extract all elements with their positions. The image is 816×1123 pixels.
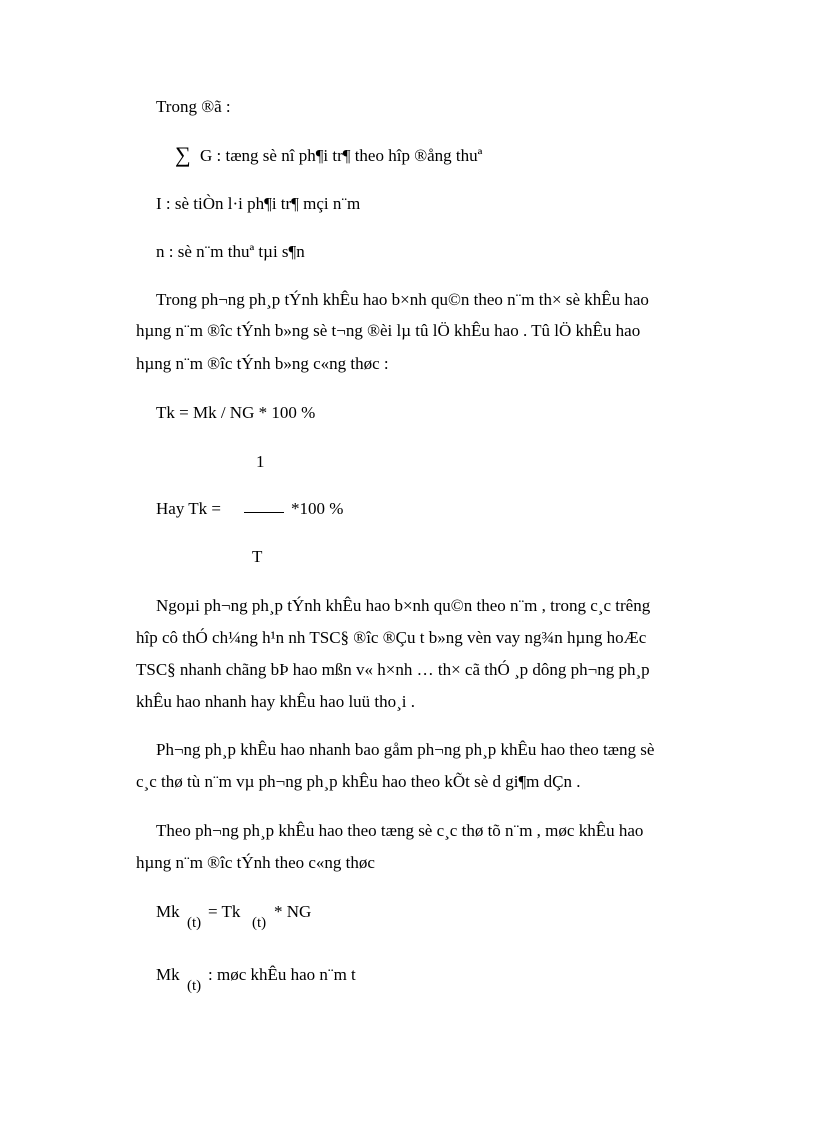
subscript-t-1: (t) xyxy=(187,915,202,931)
paragraph-2-line-3: TSC§ nhanh chãng bÞ hao mßn v« h×nh … th× cã thÓ ¸p dông ph¬ng ph¸p xyxy=(136,660,650,679)
fraction-bar xyxy=(244,512,284,513)
paragraph-2-line-4: khÊu hao nhanh hay khÊu hao luü tho¸i . xyxy=(136,692,416,711)
formula-hay-tk-rhs: *100 % xyxy=(291,499,344,518)
paragraph-4-line-2: hµng n¨m ®îc tÝnh theo c«ng thøc xyxy=(136,853,375,872)
paragraph-2-line-1: Ngoµi ph¬ng ph¸p tÝnh khÊu hao b×nh qu©n theo n¨m , trong c¸c trêng xyxy=(156,596,651,615)
paragraph-4-line-1: Theo ph¬ng ph¸p khÊu hao theo tæng sè c¸c thø tõ n¨m , møc khÊu hao xyxy=(156,821,644,840)
paragraph-1-line-3: hµng n¨m ®îc tÝnh b»ng c«ng thøc : xyxy=(136,354,389,373)
formula-mk-t: Mk xyxy=(156,902,180,921)
formula-hay-tk-lhs: Hay Tk = xyxy=(156,499,221,518)
paragraph-1-line-1: Trong ph¬ng ph¸p tÝnh khÊu hao b×nh qu©n theo n¨m th× sè khÊu hao xyxy=(156,290,649,309)
formula-mk-t-ng: * NG xyxy=(274,902,312,921)
paragraph-2-line-2: hîp cô thÓ ch¼ng h¹n nh TSC§ ®îc ®Çu t b»ng vèn vay ng¾n hµng hoÆc xyxy=(136,628,647,647)
fraction-numerator: 1 xyxy=(256,452,265,471)
definition-i: I : sè tiÒn l·i ph¶i tr¶ mçi n¨m xyxy=(156,194,361,213)
sigma-symbol: ∑ xyxy=(175,142,191,167)
subscript-t-2: (t) xyxy=(252,915,267,931)
paragraph-3-line-1: Ph¬ng ph¸p khÊu hao nhanh bao gåm ph¬ng ph¸p khÊu hao theo tæng sè xyxy=(156,740,655,759)
definition-mk-t-text: : møc khÊu hao n¨m t xyxy=(208,965,356,984)
paragraph-1-line-2: hµng n¨m ®îc tÝnh b»ng sè t¬ng ®èi lµ tû lÖ khÊu hao . Tû lÖ khÊu hao xyxy=(136,321,641,340)
paragraph-3-line-2: c¸c thø tù n¨m vµ ph¬ng ph¸p khÊu hao theo kÕt sè d gi¶m dÇn . xyxy=(136,772,581,791)
formula-mk-t-equals: = Tk xyxy=(208,902,241,921)
formula-tk: Tk = Mk / NG * 100 % xyxy=(156,403,316,422)
definition-g: G : tæng sè nî ph¶i tr¶ theo hîp ®ång thuª xyxy=(200,146,483,165)
fraction-denominator: T xyxy=(252,547,263,566)
subscript-t-3: (t) xyxy=(187,978,202,994)
definition-mk-t: Mk xyxy=(156,965,180,984)
where-label: Trong ®ã : xyxy=(156,97,231,116)
definition-n: n : sè n¨m thuª tµi s¶n xyxy=(156,242,305,261)
